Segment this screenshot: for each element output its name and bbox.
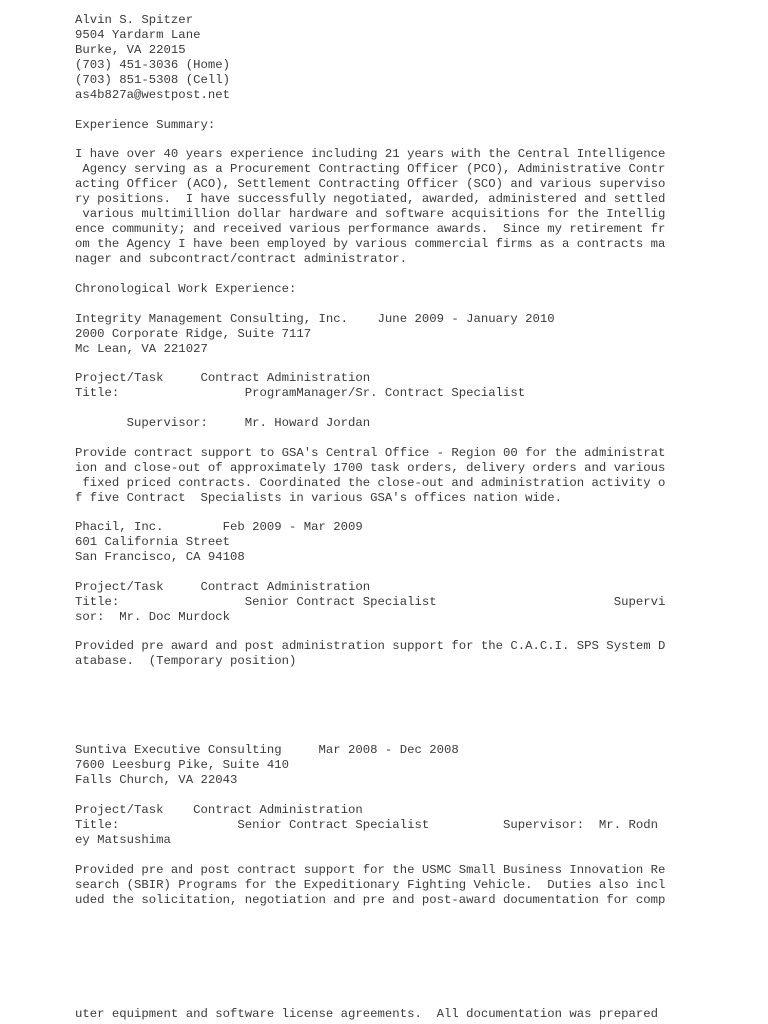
summary-line: I have over 40 years experience including 21 years with the Central Intelligence: [75, 147, 666, 161]
summary-line: ence community; and received various performance awards. Since my retirement fr: [75, 222, 666, 236]
job3-task: Project/Task Contract Administration: [75, 803, 363, 817]
job3-title: Title: Senior Contract Specialist Supervisor: Mr. Rodn: [75, 818, 658, 832]
summary-line: various multimillion dollar hardware and software acquisitions for the Intellig: [75, 207, 666, 221]
job1-supervisor: Supervisor: Mr. Howard Jordan: [75, 416, 371, 430]
job3-desc-line: search (SBIR) Programs for the Expeditionary Fighting Vehicle. Duties also incl: [75, 878, 666, 892]
contact-home-phone: (703) 451-3036 (Home): [75, 58, 230, 72]
summary-line: ry positions. I have successfully negotiated, awarded, administered and settled: [75, 192, 666, 206]
job1-address: Mc Lean, VA 221027: [75, 342, 208, 356]
job3-desc-line: uded the solicitation, negotiation and pre and post-award documentation for comp: [75, 893, 666, 907]
job3-continuation: uter equipment and software license agreements. All documentation was prepared: [75, 1007, 658, 1021]
summary-line: nager and subcontract/contract administrator.: [75, 252, 408, 266]
job1-title: Title: ProgramManager/Sr. Contract Specialist: [75, 386, 526, 400]
job1-desc-line: f five Contract Specialists in various GSA's offices nation wide.: [75, 491, 563, 505]
contact-street: 9504 Yardarm Lane: [75, 28, 201, 42]
job2-title: Title: Senior Contract Specialist Supervi: [75, 595, 666, 609]
job2-address: San Francisco, CA 94108: [75, 550, 245, 564]
summary-line: om the Agency I have been employed by various commercial firms as a contracts ma: [75, 237, 666, 251]
summary-heading: Experience Summary:: [75, 118, 216, 132]
work-heading: Chronological Work Experience:: [75, 282, 297, 296]
job1-company: Integrity Management Consulting, Inc. June 2009 - January 2010: [75, 312, 555, 326]
job3-address: Falls Church, VA 22043: [75, 773, 238, 787]
contact-name: Alvin S. Spitzer: [75, 13, 194, 27]
job3-desc-line: Provided pre and post contract support for the USMC Small Business Innovation Re: [75, 863, 666, 877]
job2-company: Phacil, Inc. Feb 2009 - Mar 2009: [75, 520, 363, 534]
contact-cell-phone: (703) 851-5308 (Cell): [75, 73, 230, 87]
job1-desc-line: ion and close-out of approximately 1700 task orders, delivery orders and various: [75, 461, 666, 475]
summary-line: Agency serving as a Procurement Contracting Officer (PCO), Administrative Contr: [75, 162, 666, 176]
job1-address: 2000 Corporate Ridge, Suite 7117: [75, 327, 312, 341]
job2-address: 601 California Street: [75, 535, 230, 549]
summary-line: acting Officer (ACO), Settlement Contracting Officer (SCO) and various superviso: [75, 177, 666, 191]
job1-task: Project/Task Contract Administration: [75, 371, 371, 385]
job1-desc-line: fixed priced contracts. Coordinated the close-out and administration activity o: [75, 476, 666, 490]
job2-task: Project/Task Contract Administration: [75, 580, 371, 594]
contact-city: Burke, VA 22015: [75, 43, 186, 57]
job3-address: 7600 Leesburg Pike, Suite 410: [75, 758, 290, 772]
job2-desc-line: atabase. (Temporary position): [75, 654, 297, 668]
job2-desc-line: Provided pre award and post administration support for the C.A.C.I. SPS System D: [75, 639, 666, 653]
job3-supervisor: ey Matsushima: [75, 833, 171, 847]
job2-supervisor: sor: Mr. Doc Murdock: [75, 610, 230, 624]
job3-company: Suntiva Executive Consulting Mar 2008 - Dec 2008: [75, 743, 459, 757]
contact-email: as4b827a@westpost.net: [75, 88, 230, 102]
job1-desc-line: Provide contract support to GSA's Central Office - Region 00 for the administrat: [75, 446, 666, 460]
